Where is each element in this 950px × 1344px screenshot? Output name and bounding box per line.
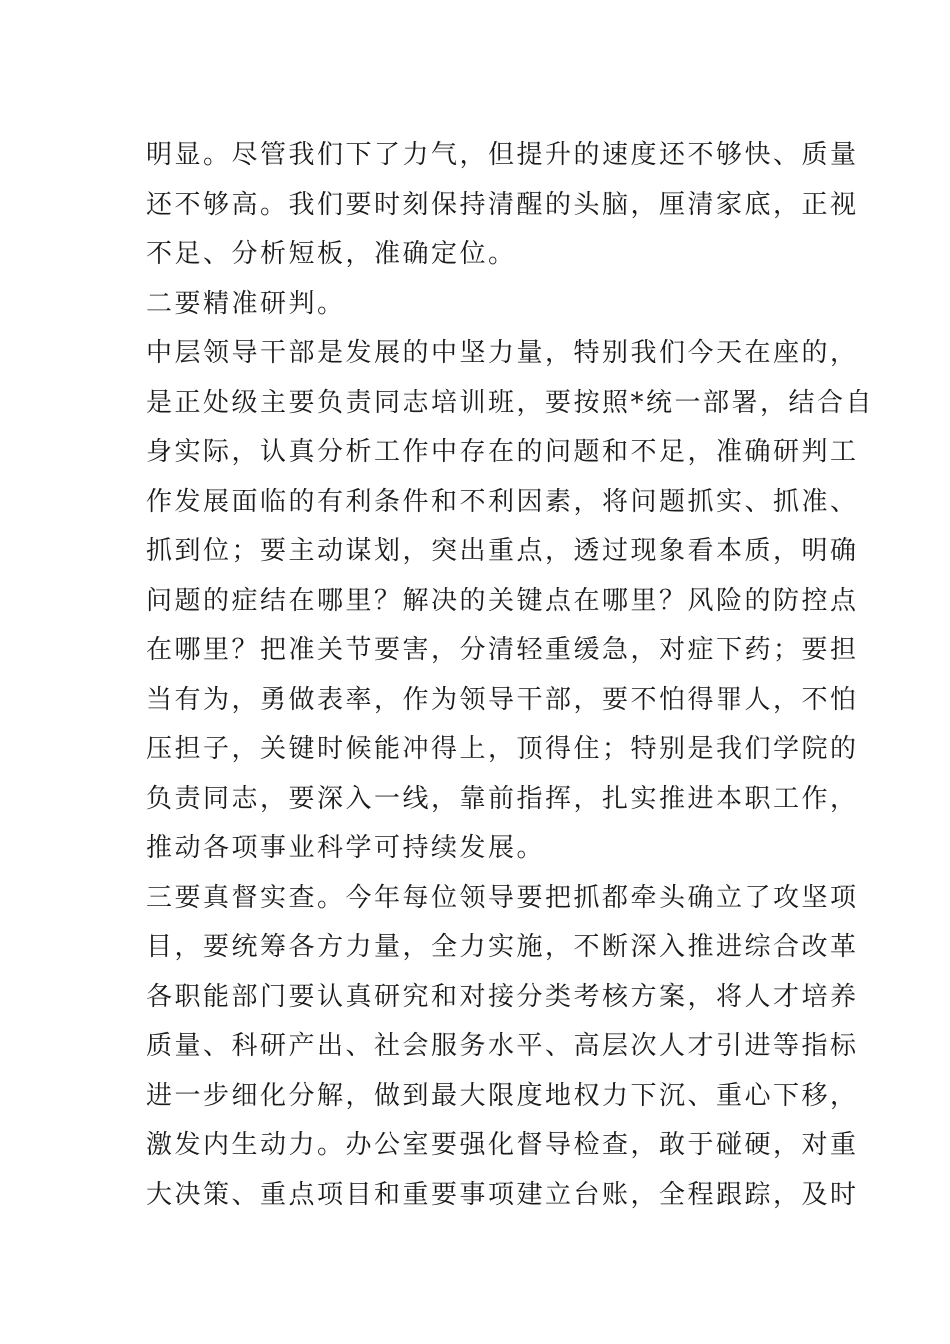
text-line-10: 问题的症结在哪里？解决的关键点在哪里？风险的防控点 xyxy=(146,585,859,616)
text-line-15: 推动各项事业科学可持续发展。 xyxy=(146,833,546,863)
text-line-14: 负责同志，要深入一线，靠前指挥，扎实推进本职工作， xyxy=(146,783,859,814)
text-line-18: 各职能部门要认真研究和对接分类考核方案，将人才培养 xyxy=(146,981,859,1012)
text-line-7: 身实际，认真分析工作中存在的问题和不足，准确研判工 xyxy=(146,437,859,467)
text-line-9: 抓到位；要主动谋划，突出重点，透过现象看本质，明确 xyxy=(146,536,859,566)
text-line-20: 进一步细化分解，做到最大限度地权力下沉、重心下移， xyxy=(146,1080,859,1111)
text-line-2: 还不够高。我们要时刻保持清醒的头脑，厘清家底，正视 xyxy=(146,189,859,220)
text-line-13: 压担子，关键时候能冲得上，顶得住；特别是我们学院的 xyxy=(146,734,859,764)
text-line-21: 激发内生动力。办公室要强化督导检查，敢于碰硬，对重 xyxy=(146,1130,859,1160)
text-line-8: 作发展面临的有利条件和不利因素，将问题抓实、抓准、 xyxy=(146,486,859,517)
text-line-17: 目，要统筹各方力量，全力实施，不断深入推进综合改革 xyxy=(146,932,859,962)
text-line-12: 当有为，勇做表率，作为领导干部，要不怕得罪人，不怕 xyxy=(146,684,859,715)
text-line-22: 大决策、重点项目和重要事项建立台账，全程跟踪，及时 xyxy=(146,1179,859,1210)
text-line-6: 是正处级主要负责同志培训班，要按照*统一部署，结合自 xyxy=(146,387,875,418)
section-heading-2: 二要精准研判。 xyxy=(146,288,346,319)
text-line-11: 在哪里？把准关节要害，分清轻重缓急，对症下药；要担 xyxy=(146,635,859,665)
section-heading-3: 三要真督实查。今年每位领导要把抓都牵头确立了攻坚项 xyxy=(146,882,859,913)
text-line-5: 中层领导干部是发展的中坚力量，特别我们今天在座的， xyxy=(146,338,859,368)
text-line-1: 明显。尽管我们下了力气，但提升的速度还不够快、质量 xyxy=(146,140,859,170)
text-line-3: 不足、分析短板，准确定位。 xyxy=(146,239,517,269)
text-line-19: 质量、科研产出、社会服务水平、高层次人才引进等指标 xyxy=(146,1031,859,1061)
document-page xyxy=(146,131,875,1220)
